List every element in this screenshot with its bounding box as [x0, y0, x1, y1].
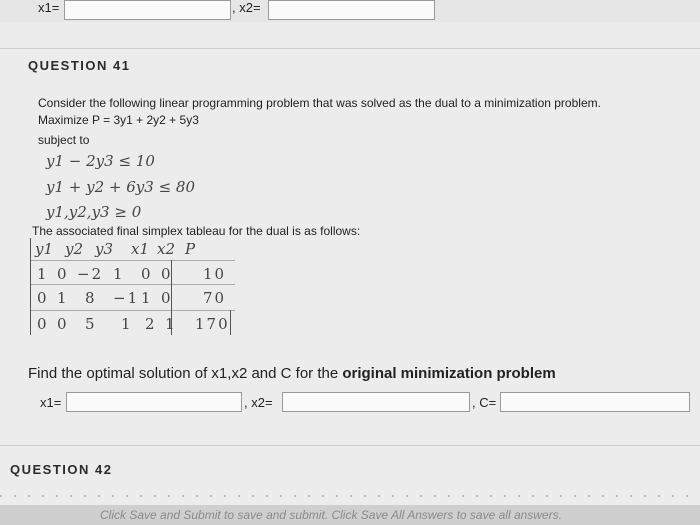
tableau-header-x1: x1 — [131, 240, 150, 258]
tableau-cell: 5 — [85, 315, 97, 333]
tableau-cell: 0 — [37, 315, 49, 333]
tableau-cell: 1 — [121, 315, 133, 333]
tableau-right-edge — [230, 310, 231, 335]
tableau-cell: 1 — [165, 315, 177, 333]
find-prompt-bold: original minimization problem — [342, 365, 556, 382]
constraint-1: y1 − 2y3 ≤ 10 — [46, 152, 155, 170]
prev-x1-label: x1= — [38, 0, 60, 15]
tableau-cell: −2 — [77, 265, 104, 283]
tableau-cell: 2 — [145, 315, 157, 333]
tableau-cell: 0 — [161, 289, 173, 307]
prev-x2-input[interactable] — [268, 0, 435, 20]
find-prompt — [28, 365, 556, 382]
tableau-cell: 1 — [141, 289, 153, 307]
tableau-cell: −1 — [113, 289, 140, 307]
question-41-heading: QUESTION 41 — [28, 58, 131, 73]
prev-x2-label: , x2= — [232, 0, 261, 15]
tableau-cell: 0 — [57, 315, 69, 333]
find-prompt-text: Find the optimal solution of x1,x2 and C for the — [28, 365, 343, 382]
tableau-cell: 70 — [203, 289, 227, 307]
c-input[interactable] — [500, 392, 690, 412]
tableau-header-x2: x2 — [157, 240, 176, 258]
tableau-header-y3: y3 — [95, 240, 114, 258]
tableau-header-y2: y2 — [65, 240, 84, 258]
tableau-cell: 1 — [113, 265, 125, 283]
x1-input[interactable] — [66, 392, 242, 412]
divider — [0, 48, 700, 49]
tableau-cell: 0 — [57, 265, 69, 283]
tableau-cell: 1 — [37, 265, 49, 283]
c-label: , C= — [472, 395, 497, 410]
dotted-separator — [0, 492, 700, 500]
tableau-cell: 8 — [85, 289, 97, 307]
tableau-intro: The associated final simplex tableau for the dual is as follows: — [32, 224, 361, 238]
tableau-cell: 0 — [37, 289, 49, 307]
constraint-2: y1 + y2 + 6y3 ≤ 80 — [46, 178, 195, 196]
tableau-cell: 1 — [57, 289, 69, 307]
tableau-cell: 0 — [141, 265, 153, 283]
tableau-header-y1: y1 — [35, 240, 54, 258]
tableau-header-p: P — [185, 240, 196, 258]
x2-input[interactable] — [282, 392, 470, 412]
objective-function: Maximize P = 3y1 + 2y2 + 5y3 — [38, 113, 199, 127]
question-42-heading: QUESTION 42 — [10, 462, 113, 477]
tableau-cell: 10 — [203, 265, 227, 283]
subject-to-label: subject to — [38, 133, 90, 147]
x1-label: x1= — [40, 395, 62, 410]
constraint-3: y1,y2,y3 ≥ 0 — [46, 203, 142, 221]
question-intro: Consider the following linear programming problem that was solved as the dual to a minimization problem. — [38, 96, 601, 110]
prev-x1-input[interactable] — [64, 0, 231, 20]
footer-instructions: Click Save and Submit to save and submit. Click Save All Answers to save all answers. — [0, 505, 700, 525]
x2-label: , x2= — [244, 395, 273, 410]
divider — [0, 445, 700, 446]
tableau-cell: 170 — [195, 315, 230, 333]
simplex-tableau — [30, 238, 235, 335]
tableau-cell: 0 — [161, 265, 173, 283]
